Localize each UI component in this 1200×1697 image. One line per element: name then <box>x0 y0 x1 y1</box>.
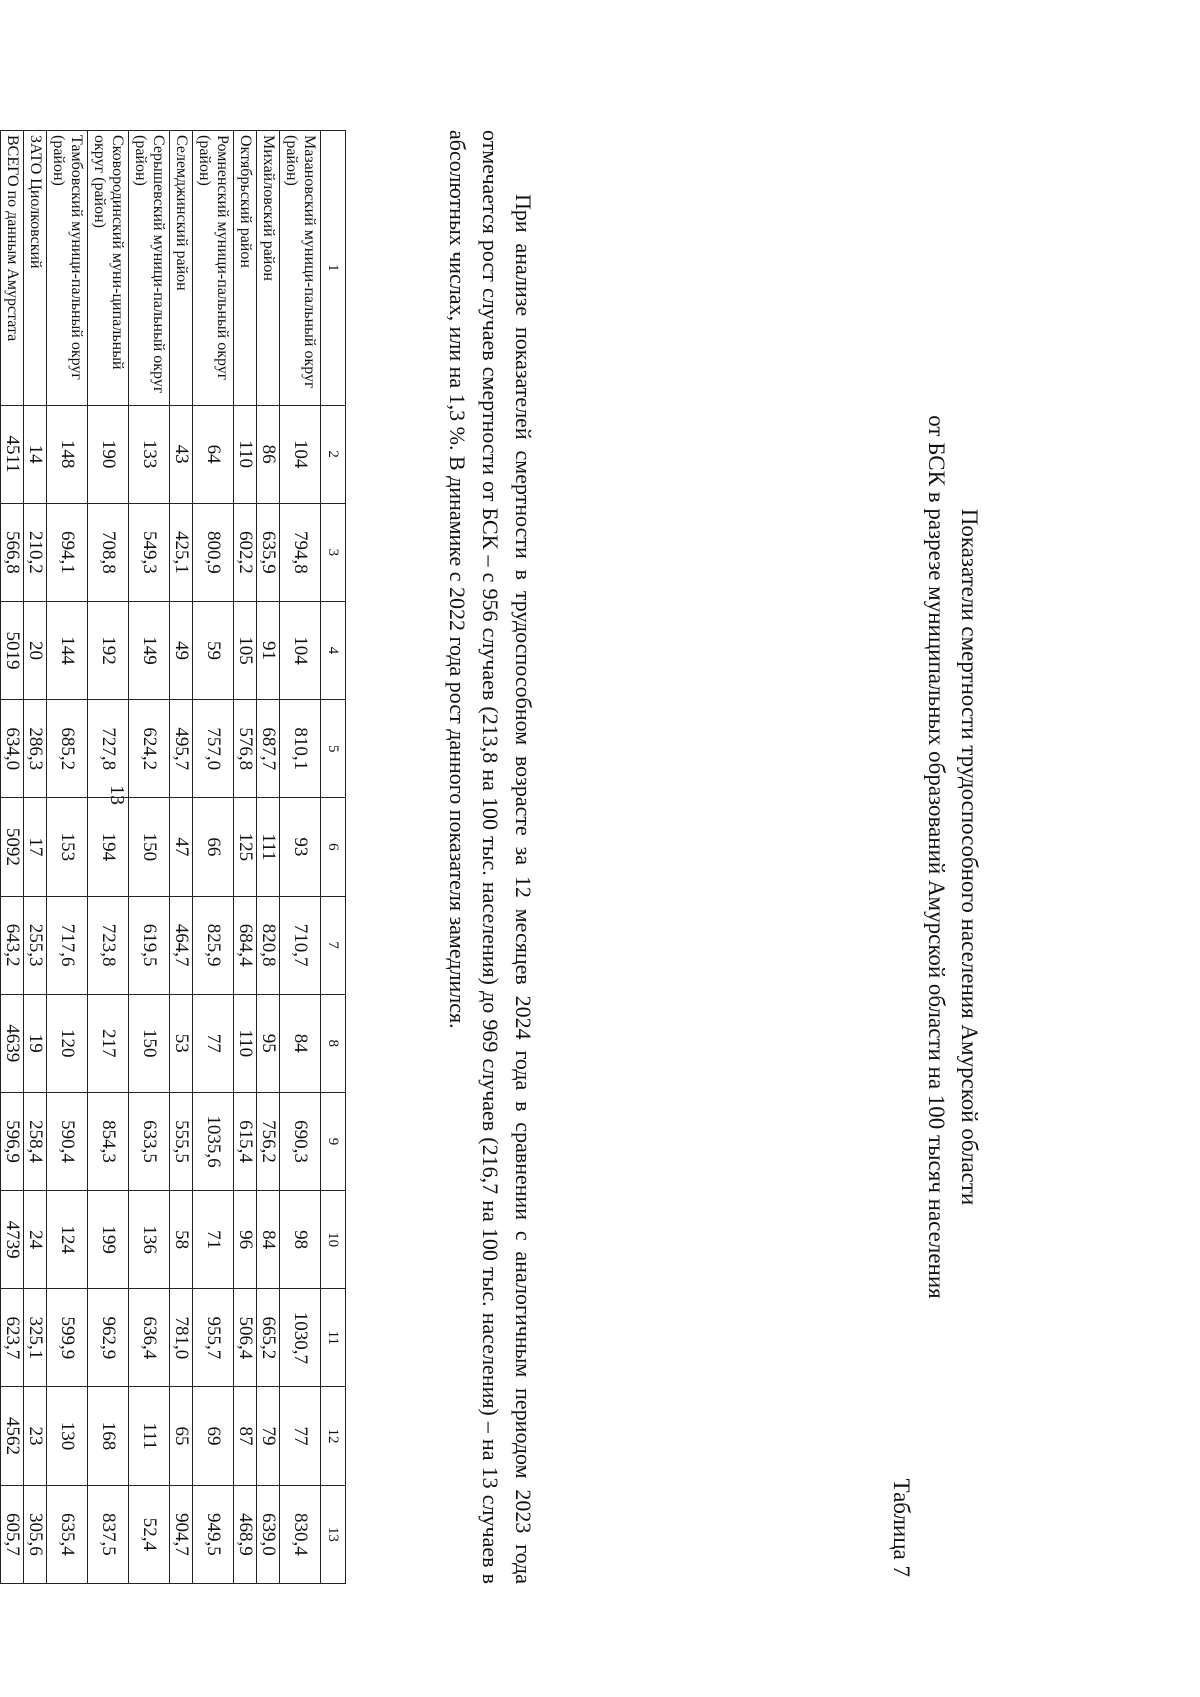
value-cell: 4739 <box>1 1191 24 1289</box>
table-row <box>280 131 321 1584</box>
value-cell: 643,2 <box>1 896 24 994</box>
value-cell: 66 <box>193 798 234 896</box>
value-cell: 47 <box>170 798 193 896</box>
value-cell: 825,9 <box>193 896 234 994</box>
region-name-cell: Серышевский муници-пальный округ (район) <box>129 131 170 406</box>
value-cell: 639,0 <box>257 1485 280 1583</box>
value-cell: 190 <box>88 405 129 503</box>
value-cell: 576,8 <box>234 700 257 798</box>
value-cell: 217 <box>88 994 129 1092</box>
value-cell: 325,1 <box>24 1289 47 1387</box>
column-number: 4 <box>321 601 346 699</box>
value-cell: 1030,7 <box>280 1289 321 1387</box>
value-cell: 59 <box>193 601 234 699</box>
value-cell: 84 <box>257 1191 280 1289</box>
column-number: 12 <box>321 1387 346 1485</box>
table-caption <box>920 130 986 1584</box>
value-cell: 43 <box>170 405 193 503</box>
value-cell: 17 <box>24 798 47 896</box>
value-cell: 781,0 <box>170 1289 193 1387</box>
value-cell: 468,9 <box>234 1485 257 1583</box>
value-cell: 757,0 <box>193 700 234 798</box>
value-cell: 5092 <box>1 798 24 896</box>
value-cell: 566,8 <box>1 503 24 601</box>
value-cell: 1035,6 <box>193 1092 234 1190</box>
value-cell: 258,4 <box>24 1092 47 1190</box>
value-cell: 87 <box>234 1387 257 1485</box>
value-cell: 69 <box>193 1387 234 1485</box>
value-cell: 687,7 <box>257 700 280 798</box>
value-cell: 599,9 <box>47 1289 88 1387</box>
value-cell: 130 <box>47 1387 88 1485</box>
value-cell: 506,4 <box>234 1289 257 1387</box>
value-cell: 19 <box>24 994 47 1092</box>
value-cell: 624,2 <box>129 700 170 798</box>
value-cell: 150 <box>129 798 170 896</box>
value-cell: 685,2 <box>47 700 88 798</box>
mortality-table <box>0 130 346 1584</box>
value-cell: 837,5 <box>88 1485 129 1583</box>
value-cell: 124 <box>47 1191 88 1289</box>
value-cell: 49 <box>170 601 193 699</box>
value-cell: 810,1 <box>280 700 321 798</box>
value-cell: 5019 <box>1 601 24 699</box>
value-cell: 949,5 <box>193 1485 234 1583</box>
value-cell: 98 <box>280 1191 321 1289</box>
region-name-cell: Октябрьский район <box>234 131 257 406</box>
value-cell: 635,9 <box>257 503 280 601</box>
value-cell: 633,5 <box>129 1092 170 1190</box>
value-cell: 605,7 <box>1 1485 24 1583</box>
value-cell: 549,3 <box>129 503 170 601</box>
value-cell: 23 <box>24 1387 47 1485</box>
value-cell: 104 <box>280 601 321 699</box>
value-cell: 794,8 <box>280 503 321 601</box>
value-cell: 192 <box>88 601 129 699</box>
value-cell: 53 <box>170 994 193 1092</box>
caption-line-1: Показатели смертности трудоспособного населения Амурской области <box>957 508 982 1206</box>
value-cell: 690,3 <box>280 1092 321 1190</box>
value-cell: 955,7 <box>193 1289 234 1387</box>
value-cell: 96 <box>234 1191 257 1289</box>
value-cell: 150 <box>129 994 170 1092</box>
value-cell: 153 <box>47 798 88 896</box>
value-cell: 148 <box>47 405 88 503</box>
value-cell: 4562 <box>1 1387 24 1485</box>
column-number: 13 <box>321 1485 346 1583</box>
region-name-cell: Мазановский муници-пальный округ (район) <box>280 131 321 406</box>
region-name-cell: Селемджинский район <box>170 131 193 406</box>
value-cell: 14 <box>24 405 47 503</box>
value-cell: 962,9 <box>88 1289 129 1387</box>
column-number: 10 <box>321 1191 346 1289</box>
value-cell: 110 <box>234 994 257 1092</box>
value-cell: 104 <box>280 405 321 503</box>
table-row <box>24 131 47 1584</box>
value-cell: 717,6 <box>47 896 88 994</box>
table-row <box>170 131 193 1584</box>
value-cell: 665,2 <box>257 1289 280 1387</box>
value-cell: 634,0 <box>1 700 24 798</box>
value-cell: 91 <box>257 601 280 699</box>
value-cell: 120 <box>47 994 88 1092</box>
value-cell: 86 <box>257 405 280 503</box>
table-header-row <box>321 131 346 1584</box>
value-cell: 144 <box>47 601 88 699</box>
value-cell: 52,4 <box>129 1485 170 1583</box>
column-number: 5 <box>321 700 346 798</box>
value-cell: 619,5 <box>129 896 170 994</box>
value-cell: 820,8 <box>257 896 280 994</box>
value-cell: 210,2 <box>24 503 47 601</box>
value-cell: 694,1 <box>47 503 88 601</box>
value-cell: 4639 <box>1 994 24 1092</box>
value-cell: 84 <box>280 994 321 1092</box>
value-cell: 425,1 <box>170 503 193 601</box>
value-cell: 64 <box>193 405 234 503</box>
column-number: 8 <box>321 994 346 1092</box>
paragraph-text: При анализе показателей смертности в трудоспособном возрасте за 12 месяцев 2024 года в сравнении с аналогичным периодом 2023 года отмечается рост случаев смертности от БСК – с 956 случаев (213,8 на 100 тыс. населения) до 969 случаев (216,7 на 100 тыс. населения) – на 13 случаев в абсолютных числах, или на 1,3 %. В динамике с 2022 года рост данного показателя замедлился. <box>445 130 536 1584</box>
value-cell: 133 <box>129 405 170 503</box>
value-cell: 255,3 <box>24 896 47 994</box>
value-cell: 110 <box>234 405 257 503</box>
value-cell: 125 <box>234 798 257 896</box>
region-name-cell: Ромненский муници-пальный округ (район) <box>193 131 234 406</box>
value-cell: 4511 <box>1 405 24 503</box>
value-cell: 77 <box>280 1387 321 1485</box>
table-row <box>88 131 129 1584</box>
value-cell: 623,7 <box>1 1289 24 1387</box>
value-cell: 636,4 <box>129 1289 170 1387</box>
value-cell: 615,4 <box>234 1092 257 1190</box>
value-cell: 77 <box>193 994 234 1092</box>
value-cell: 199 <box>88 1191 129 1289</box>
page-number: 13 <box>106 785 128 805</box>
region-name-cell: Михайловский район <box>257 131 280 406</box>
value-cell: 904,7 <box>170 1485 193 1583</box>
column-number: 6 <box>321 798 346 896</box>
table-row <box>129 131 170 1584</box>
value-cell: 708,8 <box>88 503 129 601</box>
value-cell: 20 <box>24 601 47 699</box>
table-row <box>234 131 257 1584</box>
value-cell: 149 <box>129 601 170 699</box>
value-cell: 95 <box>257 994 280 1092</box>
value-cell: 635,4 <box>47 1485 88 1583</box>
region-name-cell: ЗАТО Циолковский <box>24 131 47 406</box>
value-cell: 111 <box>257 798 280 896</box>
value-cell: 710,7 <box>280 896 321 994</box>
column-number: 1 <box>321 131 346 406</box>
region-name-cell: Тамбовский муници-пальный округ (район) <box>47 131 88 406</box>
value-cell: 136 <box>129 1191 170 1289</box>
table-row <box>1 131 24 1584</box>
value-cell: 756,2 <box>257 1092 280 1190</box>
column-number: 11 <box>321 1289 346 1387</box>
value-cell: 723,8 <box>88 896 129 994</box>
value-cell: 555,5 <box>170 1092 193 1190</box>
value-cell: 168 <box>88 1387 129 1485</box>
value-cell: 602,2 <box>234 503 257 601</box>
value-cell: 93 <box>280 798 321 896</box>
column-number: 3 <box>321 503 346 601</box>
value-cell: 305,6 <box>24 1485 47 1583</box>
table-row <box>47 131 88 1584</box>
value-cell: 65 <box>170 1387 193 1485</box>
value-cell: 830,4 <box>280 1485 321 1583</box>
column-number: 9 <box>321 1092 346 1190</box>
value-cell: 590,4 <box>47 1092 88 1190</box>
analysis-paragraph <box>441 130 540 1584</box>
region-name-cell: Сковородинский муни-ципальный округ (район) <box>88 131 129 406</box>
value-cell: 286,3 <box>24 700 47 798</box>
caption-line-2: от БСК в разрезе муниципальных образований Амурской области на 100 тысяч населения <box>924 415 949 1299</box>
value-cell: 854,3 <box>88 1092 129 1190</box>
value-cell: 800,9 <box>193 503 234 601</box>
value-cell: 105 <box>234 601 257 699</box>
column-number: 2 <box>321 405 346 503</box>
value-cell: 596,9 <box>1 1092 24 1190</box>
value-cell: 464,7 <box>170 896 193 994</box>
value-cell: 194 <box>88 798 129 896</box>
region-name-cell: ВСЕГО по данным Амурстата <box>1 131 24 406</box>
value-cell: 71 <box>193 1191 234 1289</box>
column-number: 7 <box>321 896 346 994</box>
value-cell: 58 <box>170 1191 193 1289</box>
value-cell: 684,4 <box>234 896 257 994</box>
value-cell: 111 <box>129 1387 170 1485</box>
value-cell: 24 <box>24 1191 47 1289</box>
value-cell: 495,7 <box>170 700 193 798</box>
value-cell: 727,8 <box>88 700 129 798</box>
table-label: Таблица 7 <box>889 1478 914 1577</box>
value-cell: 79 <box>257 1387 280 1485</box>
table-row <box>257 131 280 1584</box>
table-row <box>193 131 234 1584</box>
